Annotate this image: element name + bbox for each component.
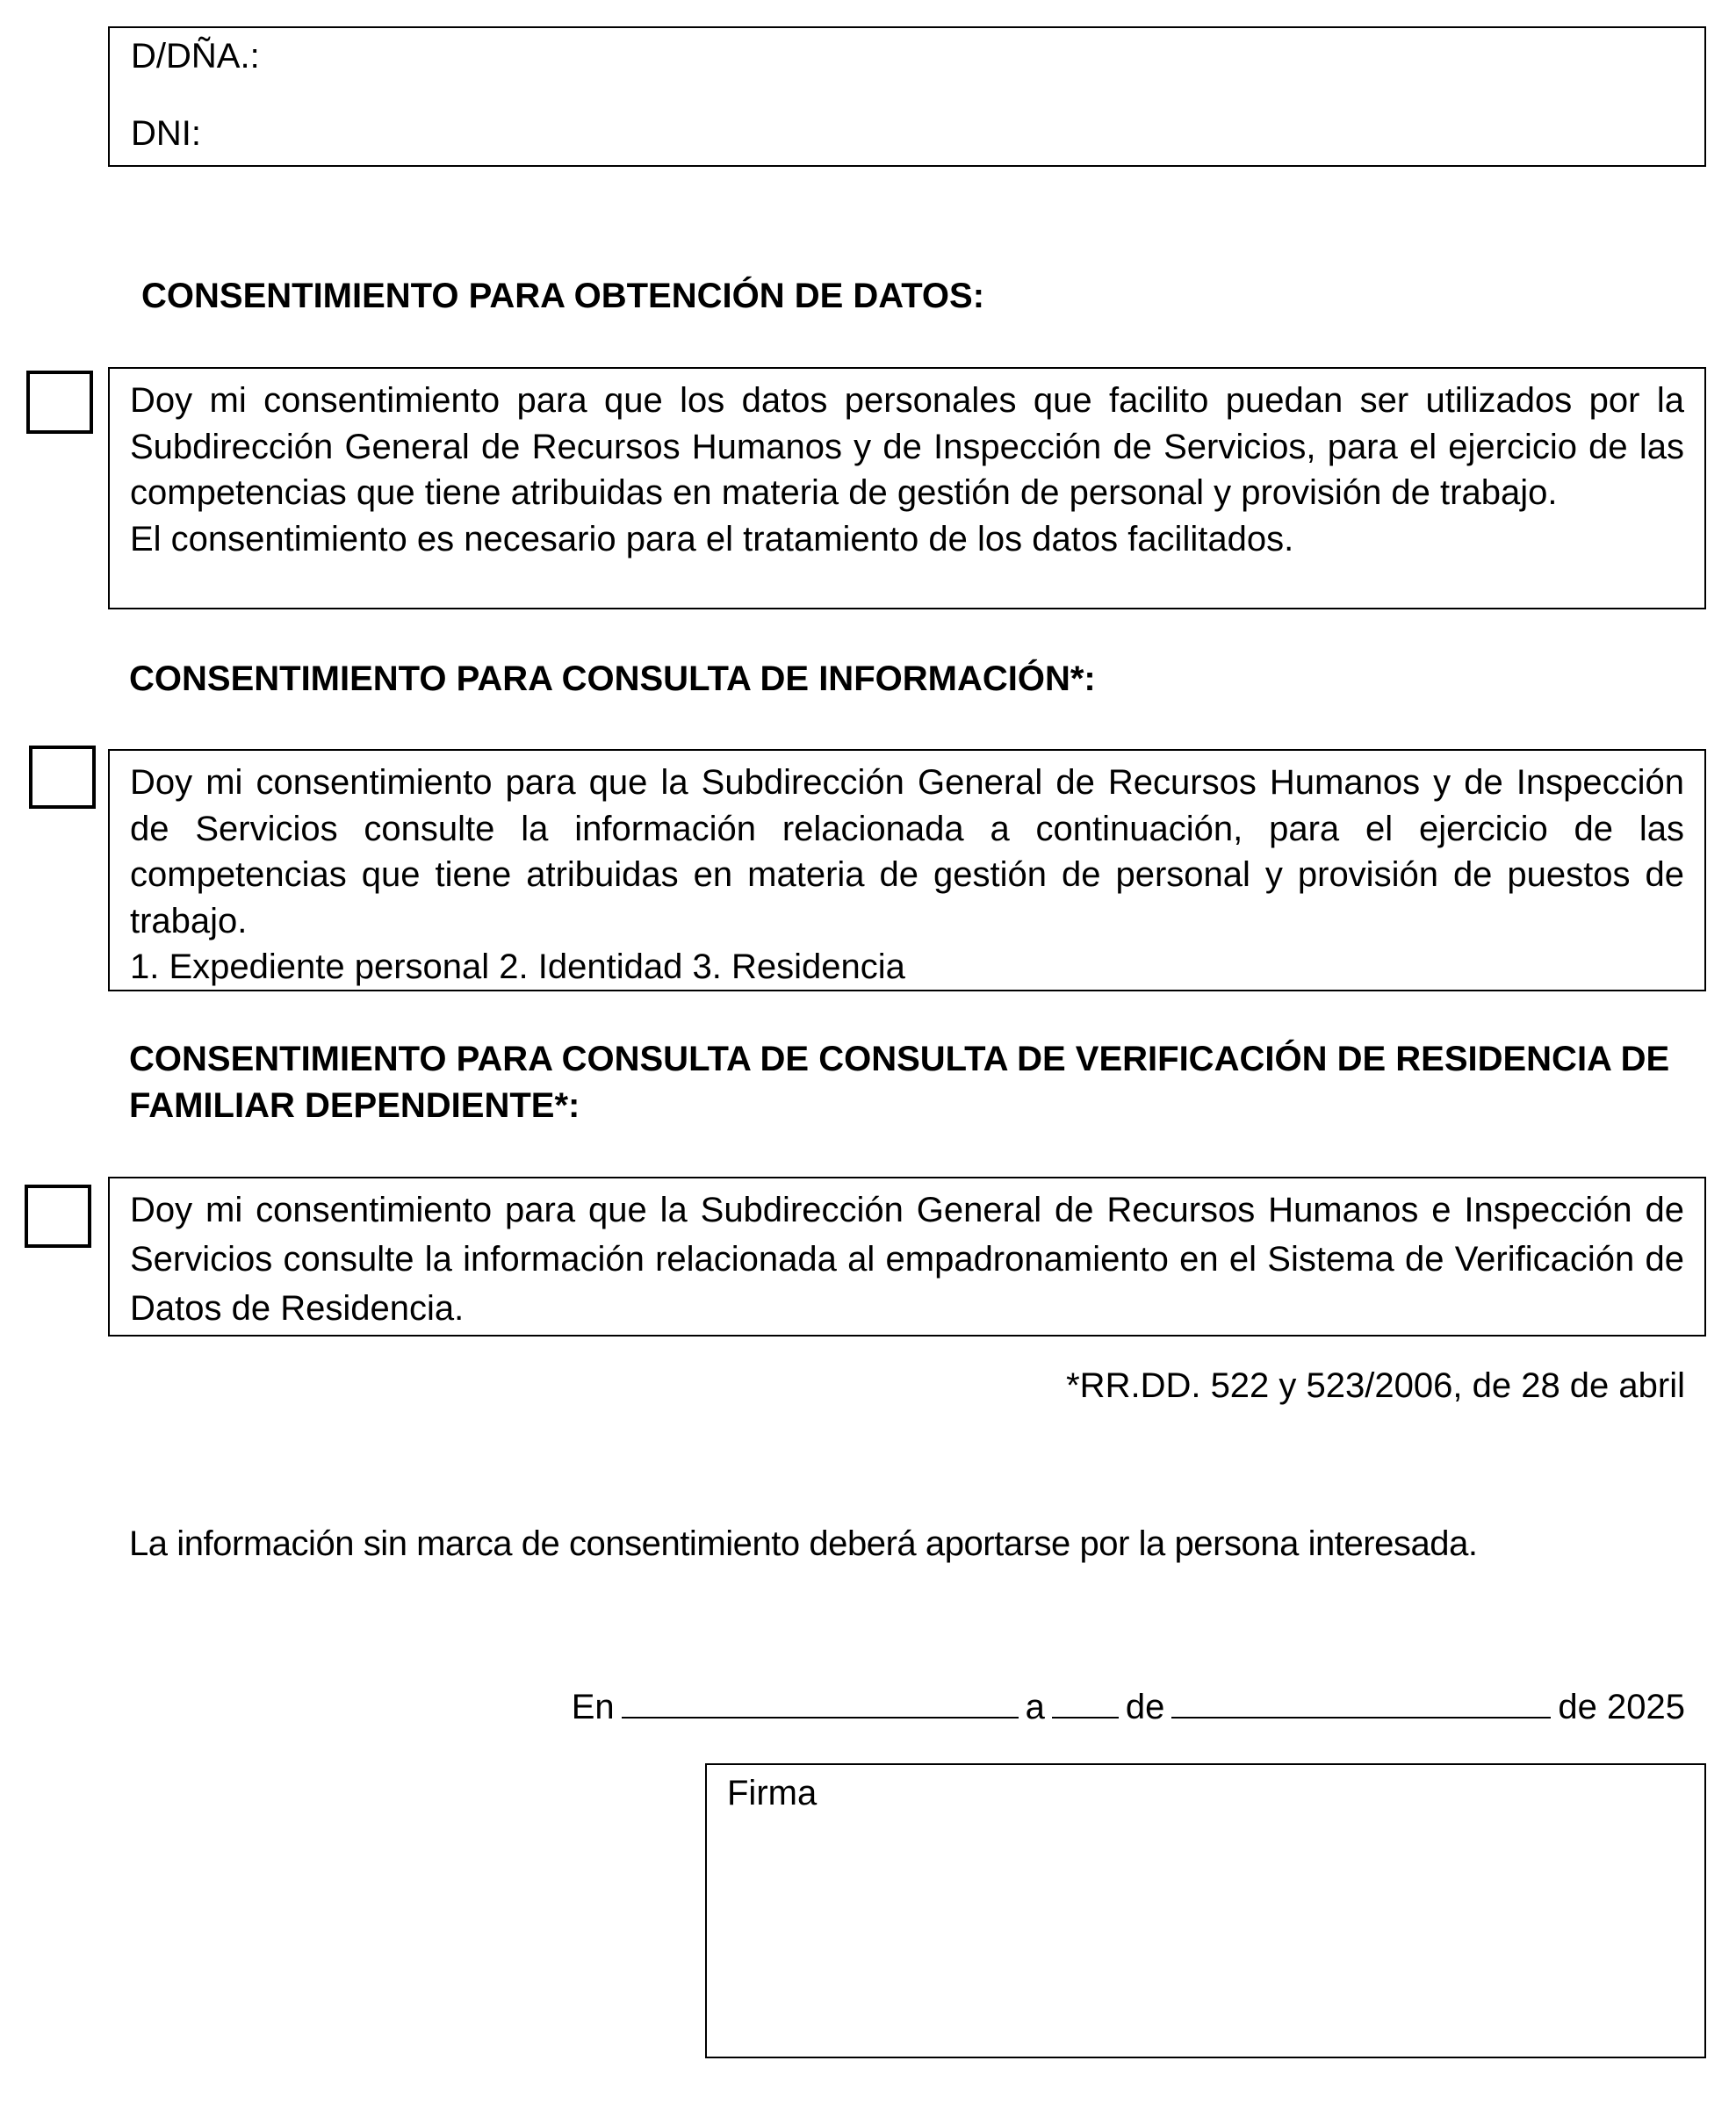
section-title-residence-verification: CONSENTIMIENTO PARA CONSULTA DE CONSULTA DE VERIFICACIÓN DE RESIDENCIA DE FAMILIAR DEPENDIENTE*: <box>129 1040 1670 1125</box>
date-prefix: En <box>571 1688 615 1726</box>
consent-box-data-collection <box>108 367 1706 609</box>
consent-paragraph: Doy mi consentimiento para que la Subdirección General de Recursos Humanos y de Inspección de Servicios consulte la información relacionada a continuación, para el ejercicio de las competencias que tiene atribuidas en materia de gestión de personal y provisión de puestos de trabajo. <box>130 763 1684 940</box>
consent-box-information-query <box>108 749 1706 991</box>
date-de: de <box>1125 1688 1165 1726</box>
consent-paragraph: Doy mi consentimiento para que la Subdirección General de Recursos Humanos e Inspección de Servicios consulte la información relacionada al empadronamiento en el Sistema de Verificación de Datos de Residencia. <box>130 1191 1684 1328</box>
consent-note: El consentimiento es necesario para el tratamiento de los datos facilitados. <box>130 519 1294 558</box>
dni-field-label[interactable]: DNI: <box>131 114 201 153</box>
place-blank[interactable] <box>622 1683 1019 1719</box>
name-field-label[interactable]: D/DÑA.: <box>131 37 260 76</box>
signature-box[interactable] <box>705 1763 1706 2058</box>
section-title-information-query: CONSENTIMIENTO PARA CONSULTA DE INFORMACIÓN*: <box>129 659 1096 698</box>
consent-checkbox-residence-verification[interactable] <box>25 1185 91 1248</box>
identification-box <box>108 26 1706 167</box>
consent-box-residence-verification <box>108 1177 1706 1337</box>
day-blank[interactable] <box>1052 1683 1119 1719</box>
date-a: a <box>1025 1688 1045 1726</box>
section-title-data-collection: CONSENTIMIENTO PARA OBTENCIÓN DE DATOS: <box>141 277 985 315</box>
date-line <box>572 1683 1685 1727</box>
consent-checkbox-data-collection[interactable] <box>26 371 93 434</box>
consent-paragraph: Doy mi consentimiento para que los datos personales que facilito puedan ser utilizados por la Subdirección General de Recursos Humanos y de Inspección de Servicios, para el ejercicio de las competencias que tiene atribuidas en materia de gestión de personal y provisión de trabajo. <box>130 381 1684 512</box>
missing-consent-notice: La información sin marca de consentimiento deberá aportarse por la persona interesada. <box>129 1524 1478 1563</box>
legal-footnote: *RR.DD. 522 y 523/2006, de 28 de abril <box>1066 1366 1685 1405</box>
signature-label: Firma <box>727 1774 818 1812</box>
consent-list: 1. Expediente personal 2. Identidad 3. Residencia <box>130 948 905 986</box>
date-year: de 2025 <box>1558 1688 1685 1726</box>
consent-checkbox-information-query[interactable] <box>29 746 96 809</box>
month-blank[interactable] <box>1171 1683 1551 1719</box>
